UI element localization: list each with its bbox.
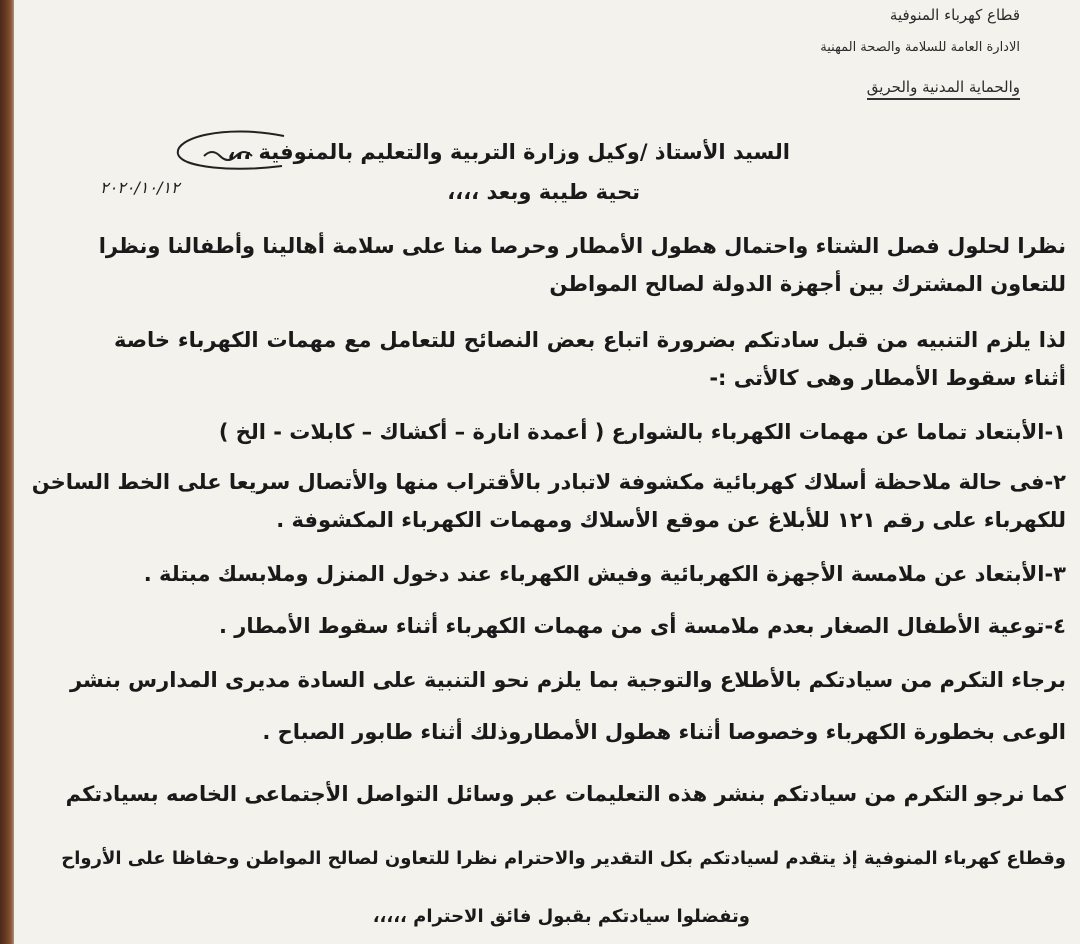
header-department: الادارة العامة للسلامة والصحة المهنية	[820, 40, 1020, 55]
paragraph-3-line-1: برجاء التكرم من سيادتكم بالأطلاع والتوجية بما يلزم نحو التنبية على السادة مديرى المدارس بنشر	[69, 668, 1066, 692]
greeting: تحية طيبة وبعد ،،،،	[447, 180, 640, 204]
list-item-3: ٣-الأبتعاد عن ملامسة الأجهزة الكهربائية وفيش الكهرباء عند دخول المنزل وملابسك مبتلة .	[143, 562, 1066, 586]
paragraph-1-line-2: للتعاون المشترك بين أجهزة الدولة لصالح المواطن	[549, 272, 1066, 296]
paragraph-5: وقطاع كهرباء المنوفية إذ يتقدم لسيادتكم بكل التقدير والاحترام نظرا للتعاون لصالح المواطن وحفاظا على الأرواح	[61, 848, 1066, 869]
addressee: السيد الأستاذ /وكيل وزارة التربية والتعليم بالمنوفية ،،،	[227, 140, 790, 164]
paragraph-3-line-2: الوعى بخطورة الكهرباء وخصوصا أثناء هطول الأمطاروذلك أثناء طابور الصباح .	[262, 720, 1066, 744]
header-civil-protection: والحماية المدنية والحريق	[867, 78, 1020, 100]
list-item-1: ١-الأبتعاد تماما عن مهمات الكهرباء بالشوارع ( أعمدة انارة – أكشاك – كابلات - الخ )	[218, 420, 1066, 444]
paragraph-2-line-2: أثناء سقوط الأمطار وهى كالأتى :-	[709, 366, 1066, 390]
list-item-2-line-1: ٢-فى حالة ملاحظة أسلاك كهربائية مكشوفة لاتبادر بالأقتراب منها والأتصال سريعا على الخط الساخن	[31, 470, 1066, 494]
letter-page	[14, 0, 1080, 944]
paragraph-2-line-1: لذا يلزم التنبيه من قبل سادتكم بضرورة اتباع بعض النصائح للتعامل مع مهمات الكهرباء خاصة	[114, 328, 1066, 352]
list-item-4: ٤-توعية الأطفال الصغار بعدم ملامسة أى من مهمات الكهرباء أثناء سقوط الأمطار .	[218, 614, 1066, 638]
handwritten-date: ٢٠٢٠/١٠/١٢	[100, 178, 180, 197]
paragraph-1-line-1: نظرا لحلول فصل الشتاء واحتمال هطول الأمطار وحرصا منا على سلامة أهالينا وأطفالنا ونظرا	[98, 234, 1066, 258]
paragraph-4: كما نرجو التكرم من سيادتكم بنشر هذه التعليمات عبر وسائل التواصل الأجتماعى الخاصه بسيادتكم	[65, 782, 1066, 806]
header-sector: قطاع كهرباء المنوفية	[889, 6, 1020, 24]
list-item-2-line-2: للكهرباء على رقم ١٢١ للأبلاغ عن موقع الأسلاك ومهمات الكهرباء المكشوفة .	[276, 508, 1066, 532]
closing: وتفضلوا سيادتكم بقبول فائق الاحترام ،،،،،	[372, 906, 750, 927]
